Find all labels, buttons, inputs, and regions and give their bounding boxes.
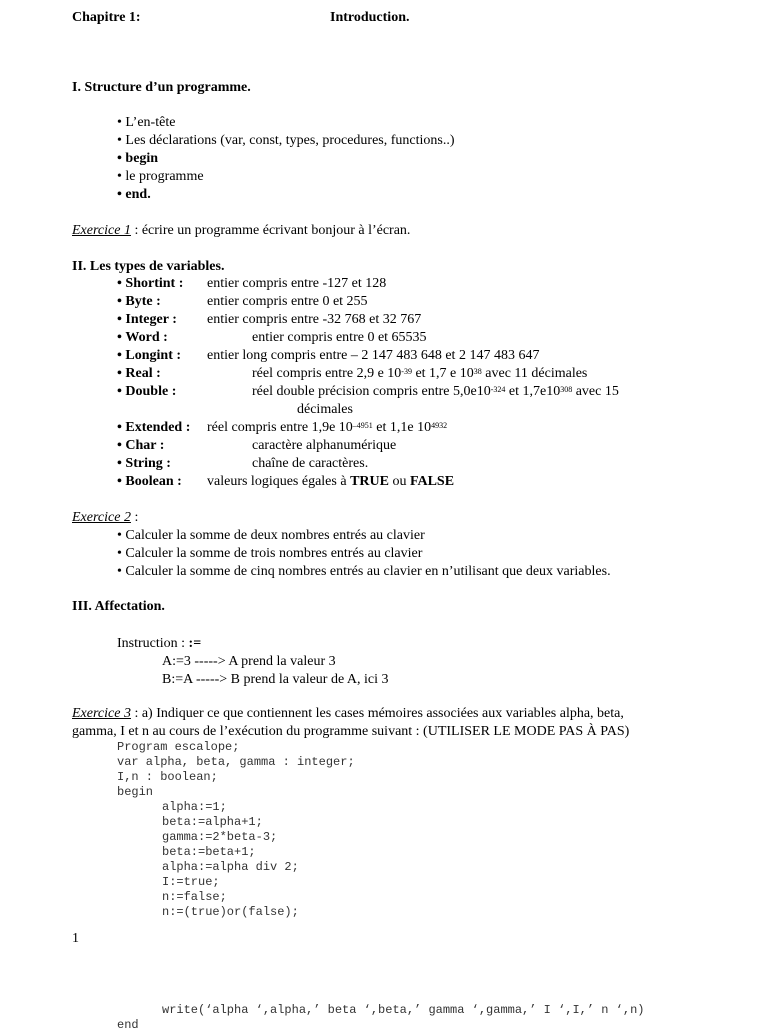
type-desc: valeurs logiques égales à TRUE ou FALSE: [207, 474, 455, 489]
type-desc: entier compris entre 0 et 65535: [252, 330, 427, 345]
type-name: • Real :: [117, 365, 161, 383]
type-name: • Extended :: [117, 419, 190, 437]
structure-item: • le programme: [117, 168, 204, 186]
structure-item: • end.: [117, 186, 151, 204]
exercise-1-label: Exercice 1: [72, 223, 131, 238]
code-line: beta:=alpha+1;: [162, 815, 263, 829]
code-line: var alpha, beta, gamma : integer;: [117, 755, 355, 769]
exercise-2-item: • Calculer la somme de trois nombres entrés au clavier: [117, 545, 422, 563]
type-name: • Integer :: [117, 311, 177, 329]
code-line: end: [117, 1018, 139, 1032]
exercise-1: [72, 222, 410, 240]
structure-item: • begin: [117, 150, 158, 168]
type-desc: entier compris entre -127 et 128: [207, 276, 387, 291]
code-line: begin: [117, 785, 154, 799]
exercise-3: Exercice 3 : a) Indiquer ce que contiennent les cases mémoires associées aux variables alpha, beta,: [72, 706, 624, 721]
section-3-heading: III. Affectation.: [72, 599, 165, 614]
code-line: alpha:=alpha div 2;: [162, 860, 299, 874]
type-desc: réel compris entre 1,9e $10^{-4951}$ et 1,1e $10^{4932}$: [207, 420, 448, 435]
code-line: beta:=beta+1;: [162, 845, 256, 859]
type-name: • Shortint :: [117, 275, 183, 293]
exercise-3-cont: gamma, I et n au cours de l’exécution du programme suivant : (UTILISER LE MODE PAS À PAS): [72, 724, 630, 739]
type-desc: réel double précision compris entre $5,0e10^{-324}$ et $1,7e10^{308}$ avec 15: [252, 384, 619, 399]
type-name: • Double :: [117, 383, 176, 401]
code-line: n:=false;: [162, 890, 227, 904]
exercise-1-text: : écrire un programme écrivant bonjour à l’écran.: [130, 223, 411, 238]
code-line: write(‘alpha ‘,alpha,’ beta ‘,beta,’ gamma ‘,gamma,’ I ‘,I,’ n ‘,n): [162, 1003, 645, 1017]
structure-item: • L’en-tête: [117, 114, 175, 132]
chapter-title: Introduction.: [330, 10, 410, 25]
section-1-heading: I. Structure d’un programme.: [72, 80, 251, 95]
type-desc-cont: décimales: [297, 402, 353, 417]
exercise-2: Exercice 2 :: [72, 510, 139, 525]
type-desc: caractère alphanumérique: [252, 438, 397, 453]
type-name: • Char :: [117, 437, 164, 455]
type-name: • Word :: [117, 329, 168, 347]
instruction-line: Instruction : :=: [117, 636, 202, 651]
chapter-label: Chapitre 1:: [72, 10, 141, 25]
section-2-heading: II. Les types de variables.: [72, 259, 225, 274]
code-line: n:=(true)or(false);: [162, 905, 299, 919]
structure-item: • Les déclarations (var, const, types, procedures, functions..): [117, 132, 455, 150]
affectation-example: A:=3 -----> A prend la valeur 3: [162, 654, 336, 669]
exercise-2-label: Exercice 2: [72, 510, 131, 525]
exercise-3-label: Exercice 3: [72, 706, 131, 721]
code-line: gamma:=2*beta-3;: [162, 830, 278, 844]
type-desc: réel compris entre 2,9 e $10^{-39}$ et 1,7 e $10^{38}$ avec 11 décimales: [252, 366, 588, 381]
code-line: alpha:=1;: [162, 800, 227, 814]
type-desc: entier long compris entre – 2 147 483 648 et 2 147 483 647: [207, 348, 540, 363]
type-name: • Byte :: [117, 293, 161, 311]
affectation-example: B:=A -----> B prend la valeur de A, ici 3: [162, 672, 389, 687]
type-desc: entier compris entre -32 768 et 32 767: [207, 312, 422, 327]
type-desc: entier compris entre 0 et 255: [207, 294, 368, 309]
type-name: • Longint :: [117, 347, 181, 365]
type-name: • String :: [117, 455, 171, 473]
page-number: 1: [72, 931, 79, 946]
type-name: • Boolean :: [117, 473, 182, 491]
type-desc: chaîne de caractères.: [252, 456, 369, 471]
code-line: I,n : boolean;: [117, 770, 218, 784]
exercise-2-item: • Calculer la somme de cinq nombres entrés au clavier en n’utilisant que deux variables.: [117, 563, 611, 581]
code-line: I:=true;: [162, 875, 220, 889]
code-line: Program escalope;: [117, 740, 240, 754]
exercise-2-item: • Calculer la somme de deux nombres entrés au clavier: [117, 527, 425, 545]
